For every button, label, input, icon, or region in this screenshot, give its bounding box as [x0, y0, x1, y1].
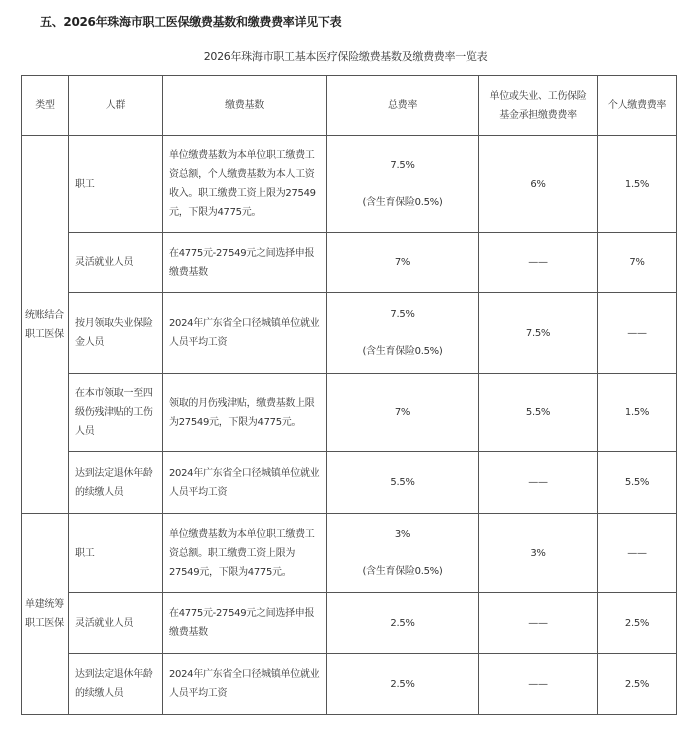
total-rate-cell: 7% — [327, 374, 479, 452]
personal-rate-cell: 1.5% — [598, 136, 677, 233]
total-rate-cell: 7% — [327, 233, 479, 293]
table-row — [22, 136, 677, 233]
header-group: 人群 — [69, 76, 163, 136]
table-row — [22, 374, 677, 452]
table-row — [22, 654, 677, 715]
table-row — [22, 593, 677, 654]
personal-rate-cell: —— — [598, 514, 677, 593]
group-cell: 灵活就业人员 — [69, 233, 163, 293]
base-cell: 在4775元-27549元之间选择申报缴费基数 — [163, 233, 327, 293]
personal-rate-cell: 2.5% — [598, 654, 677, 715]
total-rate-value: 7.5% — [390, 309, 415, 320]
base-cell: 2024年广东省全口径城镇单位就业人员平均工资 — [163, 293, 327, 374]
header-total-rate: 总费率 — [327, 76, 479, 136]
personal-rate-cell: 1.5% — [598, 374, 677, 452]
total-rate-cell: 5.5% — [327, 452, 479, 514]
table-row — [22, 514, 677, 593]
total-rate-cell: 2.5% — [327, 593, 479, 654]
total-rate-cell — [327, 514, 479, 593]
total-rate-cell: 2.5% — [327, 654, 479, 715]
personal-rate-cell: —— — [598, 293, 677, 374]
unit-rate-cell: —— — [479, 452, 598, 514]
total-rate-cell — [327, 293, 479, 374]
base-cell: 单位缴费基数为本单位职工缴费工资总额。职工缴费工资上限为27549元，下限为4775元。 — [163, 514, 327, 593]
total-rate-cell — [327, 136, 479, 233]
group-cell: 职工 — [69, 136, 163, 233]
fee-rate-table — [21, 75, 677, 715]
group-cell: 职工 — [69, 514, 163, 593]
group-cell: 达到法定退休年龄的续缴人员 — [69, 452, 163, 514]
personal-rate-cell: 2.5% — [598, 593, 677, 654]
total-rate-note: (含生育保险0.5%) — [362, 566, 443, 577]
table-row — [22, 452, 677, 514]
unit-rate-cell: —— — [479, 593, 598, 654]
unit-rate-cell: —— — [479, 233, 598, 293]
base-cell: 单位缴费基数为本单位职工缴费工资总额，个人缴费基数为本人工资收入。职工缴费工资上限为27549元，下限为4775元。 — [163, 136, 327, 233]
header-unit-rate: 单位或失业、工伤保险基金承担缴费费率 — [479, 76, 598, 136]
base-cell: 在4775元-27549元之间选择申报缴费基数 — [163, 593, 327, 654]
type-cell: 统账结合职工医保 — [22, 136, 69, 514]
unit-rate-cell: 7.5% — [479, 293, 598, 374]
group-cell: 灵活就业人员 — [69, 593, 163, 654]
personal-rate-cell: 7% — [598, 233, 677, 293]
table-header-row — [22, 76, 677, 136]
total-rate-value: 7.5% — [390, 160, 415, 171]
header-type: 类型 — [22, 76, 69, 136]
unit-rate-cell: 5.5% — [479, 374, 598, 452]
total-rate-note: (含生育保险0.5%) — [362, 197, 443, 208]
base-cell: 领取的月伤残津贴，缴费基数上限为27549元，下限为4775元。 — [163, 374, 327, 452]
type-cell: 单建统筹职工医保 — [22, 514, 69, 715]
unit-rate-cell: 3% — [479, 514, 598, 593]
header-base: 缴费基数 — [163, 76, 327, 136]
base-cell: 2024年广东省全口径城镇单位就业人员平均工资 — [163, 654, 327, 715]
table-row — [22, 233, 677, 293]
unit-rate-cell: —— — [479, 654, 598, 715]
section-heading: 五、2026年珠海市职工医保缴费基数和缴费费率详见下表 — [40, 15, 342, 29]
group-cell: 达到法定退休年龄的续缴人员 — [69, 654, 163, 715]
group-cell: 按月领取失业保险金人员 — [69, 293, 163, 374]
table-caption: 2026年珠海市职工基本医疗保险缴费基数及缴费费率一览表 — [203, 50, 488, 63]
group-cell: 在本市领取一至四级伤残津贴的工伤人员 — [69, 374, 163, 452]
base-cell: 2024年广东省全口径城镇单位就业人员平均工资 — [163, 452, 327, 514]
total-rate-value: 3% — [394, 529, 411, 540]
header-personal-rate: 个人缴费费率 — [598, 76, 677, 136]
total-rate-note: (含生育保险0.5%) — [362, 346, 443, 357]
unit-rate-cell: 6% — [479, 136, 598, 233]
table-row — [22, 293, 677, 374]
personal-rate-cell: 5.5% — [598, 452, 677, 514]
